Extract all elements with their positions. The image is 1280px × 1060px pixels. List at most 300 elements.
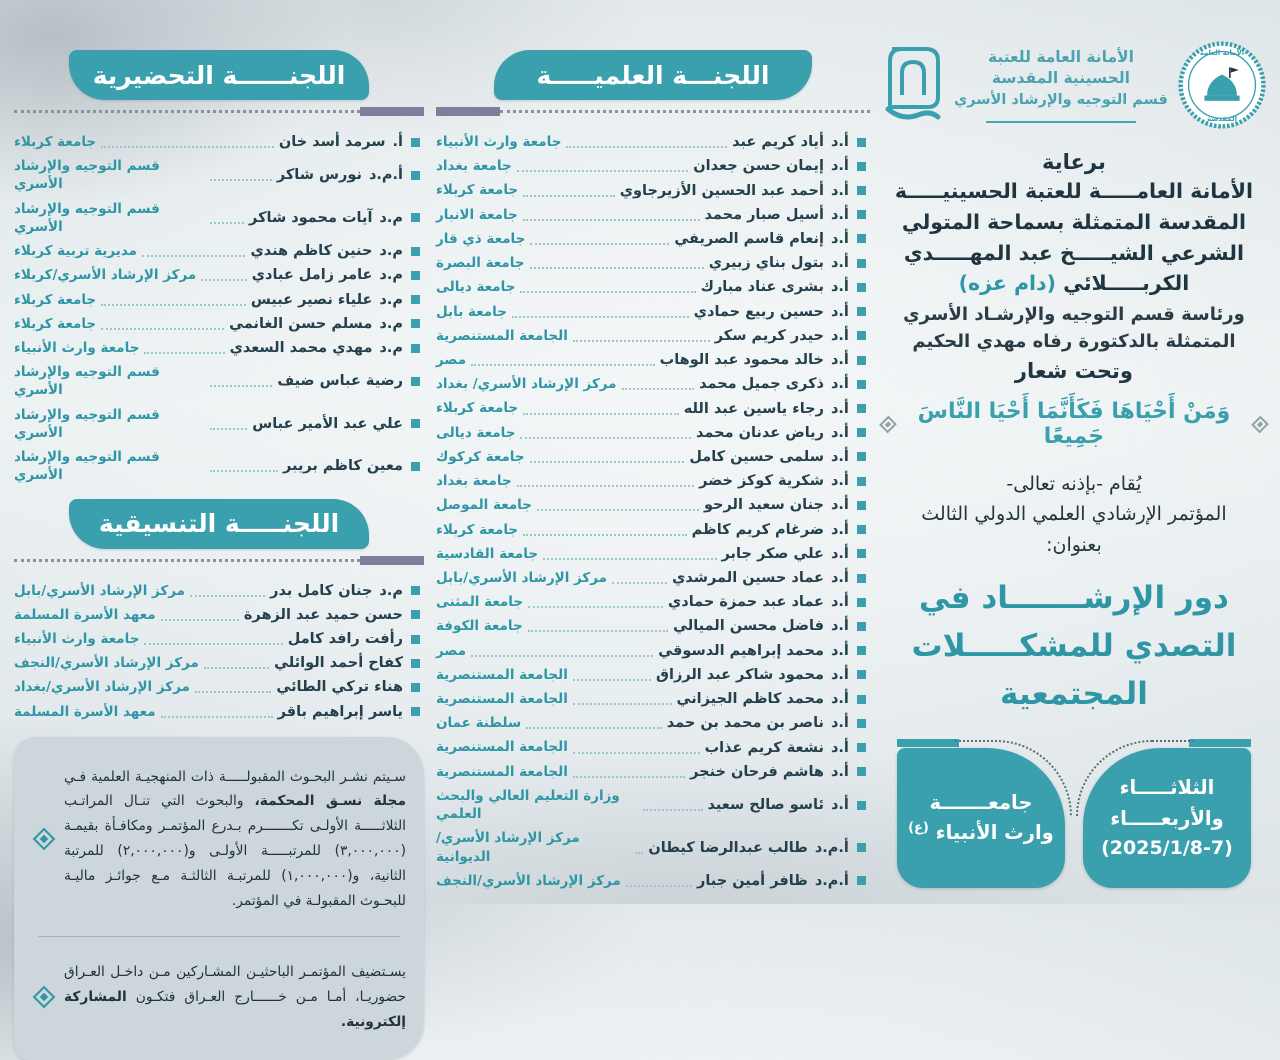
committee-member-row xyxy=(14,291,420,309)
member-degree: أ.د xyxy=(830,642,849,659)
member-degree: م.د xyxy=(379,243,403,260)
dotted-leader xyxy=(195,691,272,693)
member-affiliation: جامعة الانبار xyxy=(436,206,518,223)
bullet-square-icon xyxy=(857,259,866,268)
committee-member-row xyxy=(14,363,420,399)
member-degree: أ.م.د xyxy=(814,839,849,856)
member-degree: أ.د xyxy=(830,182,849,199)
calligraphy-line2: قسم التوجيه والإرشاد الأسري xyxy=(953,92,1168,109)
member-affiliation: مديرية تربية كربلاء xyxy=(14,243,137,260)
committee-member-row xyxy=(436,787,866,823)
banner-rule xyxy=(14,556,424,565)
committee-member-row xyxy=(14,654,420,672)
bullet-square-icon xyxy=(857,525,866,534)
title-line1: دور الإرشـــــــاد في xyxy=(918,580,1229,617)
member-affiliation: جامعة القادسية xyxy=(436,545,539,562)
bullet-square-icon xyxy=(857,876,866,885)
member-affiliation: جامعة المثنى xyxy=(436,594,524,611)
dotted-leader xyxy=(523,195,615,197)
member-affiliation: جامعة وارث الأنبياء xyxy=(436,134,562,150)
committee-member-row xyxy=(436,763,866,781)
committee-member-row xyxy=(14,315,420,333)
member-name: عامر زامل عبادي xyxy=(251,267,373,284)
committee-member-row xyxy=(436,642,866,660)
committee-member-row xyxy=(14,582,420,600)
member-name: علي عبد الأمير عباس xyxy=(252,415,403,432)
member-degree: أ.د xyxy=(830,497,849,514)
bullet-square-icon xyxy=(857,307,866,316)
banner-rule xyxy=(14,107,424,116)
member-degree: أ.د xyxy=(830,279,849,296)
committee-member-row xyxy=(436,424,866,442)
dotted-leader xyxy=(512,316,689,318)
committee-member-row xyxy=(436,303,866,321)
member-affiliation: مصر xyxy=(436,351,467,368)
dotted-leader xyxy=(566,146,727,148)
bullet-square-icon xyxy=(411,586,420,595)
diamond-ornament-icon xyxy=(33,986,56,1009)
committee-member-row xyxy=(14,242,420,260)
bullet-square-icon xyxy=(857,743,866,752)
bullet-square-icon xyxy=(857,767,866,776)
bullet-square-icon xyxy=(411,683,420,692)
member-degree: م.د xyxy=(379,340,403,357)
diamond-ornament-icon xyxy=(33,828,56,851)
member-degree: أ.د xyxy=(830,521,849,538)
dotted-leader xyxy=(530,461,685,463)
committee-member-row xyxy=(436,569,866,587)
dotted-leader xyxy=(204,667,269,669)
dotted-rule xyxy=(500,110,870,113)
member-affiliation: جامعة الموصل xyxy=(436,497,532,514)
committee-member-row xyxy=(436,133,866,151)
preparatory-committee-banner: اللجنــــــة التحضيرية xyxy=(69,50,369,100)
committee-member-row xyxy=(14,133,420,151)
committee-member-row xyxy=(14,157,420,193)
committee-member-row xyxy=(436,829,866,865)
committee-member-row xyxy=(14,448,420,484)
committee-member-row xyxy=(436,872,866,890)
dotted-leader xyxy=(573,752,700,754)
bullet-square-icon xyxy=(411,271,420,280)
member-affiliation: جامعة الكوفة xyxy=(436,618,523,635)
shrine-calligraphy xyxy=(954,47,1168,122)
bullet-square-icon xyxy=(411,295,420,304)
committee-member-row xyxy=(14,200,420,236)
dotted-leader xyxy=(210,428,247,430)
member-affiliation: الجامعة المستنصرية xyxy=(436,691,568,708)
member-degree: أ.د xyxy=(830,303,849,320)
university-line1: جامعـــــــة xyxy=(929,791,1033,815)
bullet-square-icon xyxy=(857,843,866,852)
bullet-square-icon xyxy=(411,659,420,668)
member-name: ذكرى جميل محمد xyxy=(699,376,824,393)
committee-member-row xyxy=(436,351,866,369)
committee-member-row xyxy=(436,496,866,514)
member-name: كفاح أحمد الوائلي xyxy=(274,655,403,672)
banner-rule xyxy=(436,107,870,116)
member-name: سلمى حسين كامل xyxy=(689,448,824,465)
committee-member-row xyxy=(436,254,866,272)
member-degree: أ.د xyxy=(830,352,849,369)
dotted-leader xyxy=(210,179,272,181)
member-affiliation: قسم التوجيه والإرشاد الأسري xyxy=(14,364,160,399)
patronage-text xyxy=(882,176,1266,299)
member-affiliation: قسم التوجيه والإرشاد الأسري xyxy=(14,406,160,441)
member-affiliation: جامعة كركوك xyxy=(436,448,525,465)
day-line1: الثلاثـــــاء xyxy=(1119,776,1215,800)
member-name: عماد حسين المرشدي xyxy=(672,570,824,587)
participation-note-text: يسـتضيف المؤتمـر الباحثيـن المشـاركين مـن داخـل العـراق حضوريـا، أمـا مـن خــــــارج العـراق فتكـون المشاركة إلكترونية. xyxy=(64,964,406,1030)
publication-note xyxy=(32,751,406,928)
committee-member-row xyxy=(436,230,866,248)
member-degree: أ.د xyxy=(830,666,849,683)
member-name: علياء نصير عبيس xyxy=(250,291,373,308)
member-name: مهدي محمد السعدي xyxy=(229,340,373,357)
footer-boxes xyxy=(897,748,1251,888)
member-affiliation: معهد الأسرة المسلمة xyxy=(14,606,156,623)
member-name: ناصر بن محمد بن حمد xyxy=(666,715,824,732)
committee-member-row xyxy=(436,690,866,708)
member-degree: أ.د xyxy=(830,473,849,490)
member-name: آيات محمود شاكر xyxy=(249,209,373,226)
member-affiliation: مركز الإرشاد الأسري/ بغداد xyxy=(436,376,617,393)
bullet-square-icon xyxy=(857,574,866,583)
member-degree: أ.د xyxy=(830,715,849,732)
emblem-top-text: الأمانة العامة xyxy=(1199,48,1245,58)
member-name: محمد إبراهيم الدسوقي xyxy=(658,642,824,659)
intro-line2: المؤتمر الإرشادي العلمي الدولي الثالث xyxy=(921,503,1227,526)
member-degree: أ.د xyxy=(830,739,849,756)
member-degree: أ.د xyxy=(830,691,849,708)
calligraphy-line1: الأمانة العامة للعتبة الحسينية المقدسة xyxy=(987,48,1134,88)
bullet-square-icon xyxy=(411,138,420,147)
member-affiliation: قسم التوجيه والإرشاد الأسري xyxy=(14,200,160,235)
member-name: محمود شاكر عبد الرزاق xyxy=(656,666,824,683)
member-degree: أ.د xyxy=(830,763,849,780)
dotted-leader xyxy=(528,630,668,632)
member-affiliation: الجامعة المستنصرية xyxy=(436,327,568,344)
member-name: جنان كامل بدر xyxy=(270,582,373,599)
committee-member-row xyxy=(14,630,420,648)
member-affiliation: قسم التوجيه والإرشاد الأسري xyxy=(14,158,160,193)
committee-member-row xyxy=(14,703,420,721)
dotted-leader xyxy=(201,279,246,281)
bullet-square-icon xyxy=(857,404,866,413)
member-degree: أ.د xyxy=(830,797,849,814)
scientific-committee-banner: اللجنـــة العلميـــــة xyxy=(494,50,812,100)
coordination-members-list xyxy=(14,582,424,721)
notes-box xyxy=(14,737,424,1060)
member-name: حسين ربيع حمادي xyxy=(693,303,824,320)
dotted-leader xyxy=(471,364,655,366)
scientific-committee-section xyxy=(436,50,870,896)
member-name: أحمد عبد الحسين الأزيرجاوي xyxy=(619,182,824,199)
dotted-leader xyxy=(520,291,695,293)
dotted-arc xyxy=(1076,740,1193,816)
member-name: هاشم فرحان خنجر xyxy=(690,763,824,780)
dotted-leader xyxy=(210,470,278,472)
member-name: أسيل صبار محمد xyxy=(704,206,824,223)
member-degree: أ.د xyxy=(830,376,849,393)
bullet-square-icon xyxy=(857,331,866,340)
member-affiliation: قسم التوجيه والإرشاد الأسري xyxy=(14,449,160,484)
bullet-square-icon xyxy=(857,186,866,195)
note-divider xyxy=(38,936,400,937)
member-name: رياض عدنان محمد xyxy=(696,424,824,441)
member-affiliation: مركز الإرشاد الأسري/النجف xyxy=(436,872,621,889)
member-affiliation: مركز الإرشاد الأسري/كربلاء xyxy=(14,267,197,284)
bullet-square-icon xyxy=(411,247,420,256)
side-committees-section xyxy=(14,50,424,1030)
committee-member-row xyxy=(436,157,866,175)
member-degree: أ.د xyxy=(830,618,849,635)
committee-member-row xyxy=(436,593,866,611)
member-name: حيدر كريم سكر xyxy=(714,327,824,344)
member-affiliation: جامعة ديالى xyxy=(436,424,516,441)
dotted-leader xyxy=(528,606,663,608)
member-name: جنان سعيد الرحو xyxy=(703,497,824,514)
member-name: هناء تركي الطائي xyxy=(276,679,403,696)
quran-verse-row xyxy=(882,399,1266,449)
dotted-leader xyxy=(573,703,672,705)
member-name: أياد كريم عبد xyxy=(732,134,824,151)
dotted-leader xyxy=(523,413,679,415)
intro-line1: يُقام -بإذنه تعالى- xyxy=(1006,473,1142,495)
bullet-square-icon xyxy=(411,707,420,716)
member-affiliation: جامعة ذي قار xyxy=(436,230,526,247)
member-name: رضية عباس ضيف xyxy=(277,373,403,390)
member-affiliation: معهد الأسرة المسلمة xyxy=(14,703,156,720)
member-name: رجاء ياسين عبد الله xyxy=(683,400,824,417)
info-panel xyxy=(882,8,1266,896)
member-degree: م.د xyxy=(379,209,403,226)
dotted-leader xyxy=(471,655,653,657)
bullet-square-icon xyxy=(857,801,866,810)
committee-member-row xyxy=(436,617,866,635)
member-affiliation: مركز الإرشاد الأسري/بابل xyxy=(14,582,186,599)
dotted-leader xyxy=(526,727,662,729)
dotted-leader xyxy=(523,219,700,221)
bullet-square-icon xyxy=(411,419,420,428)
bullet-square-icon xyxy=(411,319,420,328)
member-name: ظافر أمين جبار xyxy=(697,872,808,889)
member-name: ضرغام كريم كاظم xyxy=(691,521,824,538)
member-name: علي صكر جابر xyxy=(721,545,824,562)
member-name: رأفت رافد كامل xyxy=(287,631,403,648)
member-affiliation: جامعة ديالى xyxy=(436,279,516,296)
member-name: ئاسو صالح سعيد xyxy=(707,797,824,814)
dotted-leader xyxy=(517,170,689,172)
bullet-square-icon xyxy=(857,501,866,510)
dates-box xyxy=(1083,748,1251,888)
member-name: شكرية كوكز خضر xyxy=(699,473,824,490)
dotted-leader xyxy=(612,582,667,584)
dotted-leader xyxy=(190,595,265,597)
member-affiliation: جامعة بابل xyxy=(436,303,507,320)
member-affiliation: مركز الإرشاد الأسري/النجف xyxy=(14,655,199,672)
member-degree: م.د xyxy=(379,291,403,308)
member-degree: أ.د xyxy=(830,206,849,223)
dotted-leader xyxy=(573,340,710,342)
member-degree: أ.د xyxy=(830,327,849,344)
university-line2: وارث الأنبياء $^{(ع)}$ xyxy=(908,820,1054,845)
dotted-leader xyxy=(161,716,273,718)
bullet-square-icon xyxy=(857,670,866,679)
bullet-square-icon xyxy=(857,598,866,607)
member-affiliation: الجامعة المستنصرية xyxy=(436,763,568,780)
dotted-leader xyxy=(643,809,702,811)
member-name: بشرى عناد مبارك xyxy=(700,279,824,296)
member-affiliation: وزارة التعليم العالي والبحث العلمي xyxy=(436,787,620,823)
emblem-bottom-text: المقدسة xyxy=(1206,114,1238,124)
patronage-sub: ورئاسة قسم التوجيه والإرشـاد الأسري المتمثلة بالدكتورة رفاه مهدي الحكيم xyxy=(903,304,1245,352)
dotted-leader xyxy=(517,485,694,487)
dotted-leader xyxy=(530,243,669,245)
honorific-symbol: (ع) xyxy=(908,820,929,836)
committee-member-row xyxy=(436,472,866,490)
member-affiliation: جامعة كربلاء xyxy=(436,182,519,199)
member-name: سرمد أسد خان xyxy=(278,134,386,151)
member-name: مسلم حسن الغانمي xyxy=(229,315,373,332)
member-name: ياسر إبراهيم باقر xyxy=(277,703,403,720)
patronage-main: الأمانة العامـــــة للعتبة الحسينيـــــة المقدسة المتمثلة بسماحة المتولي الشرعي الشيـــــخ عبد المهـــــدي الكربـــــلائي xyxy=(894,179,1253,296)
dotted-leader xyxy=(622,388,695,390)
committee-member-row xyxy=(436,666,866,684)
box-tag-bar xyxy=(897,739,959,747)
member-degree: م.د xyxy=(379,582,403,599)
committee-member-row xyxy=(436,521,866,539)
member-affiliation: سلطنة عمان xyxy=(436,715,522,732)
bullet-square-icon xyxy=(857,356,866,365)
bullet-square-icon xyxy=(411,635,420,644)
member-name: طالب عبدالرضا كيطان xyxy=(648,839,808,856)
member-name: خالد محمود عبد الوهاب xyxy=(659,352,824,369)
member-degree: أ.د xyxy=(830,570,849,587)
committee-member-row xyxy=(14,266,420,284)
member-name: عماد عبد حمزة حمادي xyxy=(668,594,824,611)
quran-verse: وَمَنْ أَحْيَاهَا فَكَأَنَّمَا أَحْيَا النَّاسَ جَمِيعًا xyxy=(917,399,1231,449)
day-line2: والأربعـــــاء xyxy=(1110,806,1224,830)
member-name: معين كاظم بريبر xyxy=(283,458,403,475)
calligraphy-underline xyxy=(986,121,1136,123)
date-numbers: (2025/1/8-7) xyxy=(1101,836,1233,859)
bullet-square-icon xyxy=(857,380,866,389)
dotted-rule xyxy=(14,110,360,113)
dotted-leader xyxy=(144,643,282,645)
committee-member-row xyxy=(436,375,866,393)
member-name: حنين كاظم هندي xyxy=(250,243,373,260)
intro-line3: بعنوان: xyxy=(1046,533,1102,556)
holy-shrine-dome-emblem-icon xyxy=(1178,41,1266,129)
dotted-leader xyxy=(523,534,687,536)
bullet-square-icon xyxy=(857,695,866,704)
scientific-members-list xyxy=(436,133,870,890)
dotted-leader xyxy=(161,619,239,621)
member-degree: أ.د xyxy=(830,545,849,562)
dotted-leader xyxy=(101,304,246,306)
conference-intro xyxy=(921,469,1226,560)
bullet-square-icon xyxy=(857,162,866,171)
member-degree: أ.د xyxy=(830,448,849,465)
dotted-leader xyxy=(520,437,691,439)
committee-member-row xyxy=(436,181,866,199)
bullet-square-icon xyxy=(857,622,866,631)
member-degree: م.د xyxy=(379,315,403,332)
member-name: حسن حميد عبد الزهرة xyxy=(243,606,403,623)
committee-member-row xyxy=(436,714,866,732)
member-affiliation: جامعة كربلاء xyxy=(436,400,519,417)
dotted-leader xyxy=(210,385,273,387)
member-degree: أ.د xyxy=(830,255,849,272)
bullet-square-icon xyxy=(857,234,866,243)
dotted-rule xyxy=(14,559,360,562)
diamond-ornament-icon xyxy=(1251,415,1269,433)
member-degree: أ.د xyxy=(830,230,849,247)
university-box xyxy=(897,748,1065,888)
dotted-leader xyxy=(573,776,685,778)
bullet-square-icon xyxy=(411,610,420,619)
member-name: نورس شاكر xyxy=(276,167,362,184)
member-name: إيمان حسن جعدان xyxy=(693,158,824,175)
dotted-leader xyxy=(142,255,245,257)
member-degree: أ.م.د xyxy=(368,167,403,184)
bullet-square-icon xyxy=(857,428,866,437)
box-tag-bar xyxy=(1189,739,1251,747)
member-affiliation: جامعة البصرة xyxy=(436,255,525,272)
member-affiliation: جامعة كربلاء xyxy=(14,315,97,332)
member-degree: أ.م.د xyxy=(814,872,849,889)
dotted-leader xyxy=(210,222,244,224)
bullet-square-icon xyxy=(857,646,866,655)
committee-member-row xyxy=(436,448,866,466)
publication-note-text: سـيتم نشـر البحـوث المقبولـــــة ذات المنهجيـة العلمية فـي مجلة نسـق المحكمة، والبحوث التي تنـال المراتـب الثلاثـــــة الأولـى تكـــــــرم بـدرع المؤتمـر ومكافـأة بقيمـة (٣,٠٠٠,٠٠٠) للمرتبـــــة الأولـى و(٢,٠٠٠,٠٠٠) للمرتبة الثانية، و(١,٠٠٠,٠٠٠) للمرتبـة الثالثـة مـع جوائـز ماليـة للبحـوث المقبولـة في المؤتمر. xyxy=(64,768,407,909)
conference-title xyxy=(911,574,1236,718)
dotted-leader xyxy=(635,852,643,854)
slogan-label: وتحت شعار xyxy=(1014,359,1133,383)
irshad-arch-hand-logo-icon xyxy=(882,43,944,127)
title-line3: المجتمعية xyxy=(1000,676,1148,713)
diamond-ornament-icon xyxy=(879,415,897,433)
bullet-square-icon xyxy=(411,462,420,471)
dotted-leader xyxy=(101,328,224,330)
bullet-square-icon xyxy=(857,452,866,461)
bullet-square-icon xyxy=(857,138,866,147)
member-degree: أ.د xyxy=(830,594,849,611)
member-affiliation: جامعة وارث الأنبياء xyxy=(14,339,140,356)
member-degree: أ. xyxy=(392,134,403,151)
patronage-label: برعاية xyxy=(1042,150,1106,174)
member-degree: أ.د xyxy=(830,134,849,151)
member-degree: أ.د xyxy=(830,400,849,417)
member-degree: أ.د xyxy=(830,424,849,441)
member-degree: م.د xyxy=(379,267,403,284)
dotted-leader xyxy=(573,679,651,681)
bullet-square-icon xyxy=(411,171,420,180)
member-affiliation: جامعة كربلاء xyxy=(14,134,97,150)
header-logos xyxy=(882,34,1266,136)
bullet-square-icon xyxy=(411,377,420,386)
committee-member-row xyxy=(14,406,420,442)
bullet-square-icon xyxy=(411,213,420,222)
committee-member-row xyxy=(436,399,866,417)
preparatory-members-list xyxy=(14,133,424,485)
bullet-square-icon xyxy=(857,477,866,486)
member-affiliation: مصر xyxy=(436,642,467,659)
bullet-square-icon xyxy=(857,210,866,219)
member-affiliation: الجامعة المستنصرية xyxy=(436,666,568,683)
dotted-leader xyxy=(101,146,274,148)
